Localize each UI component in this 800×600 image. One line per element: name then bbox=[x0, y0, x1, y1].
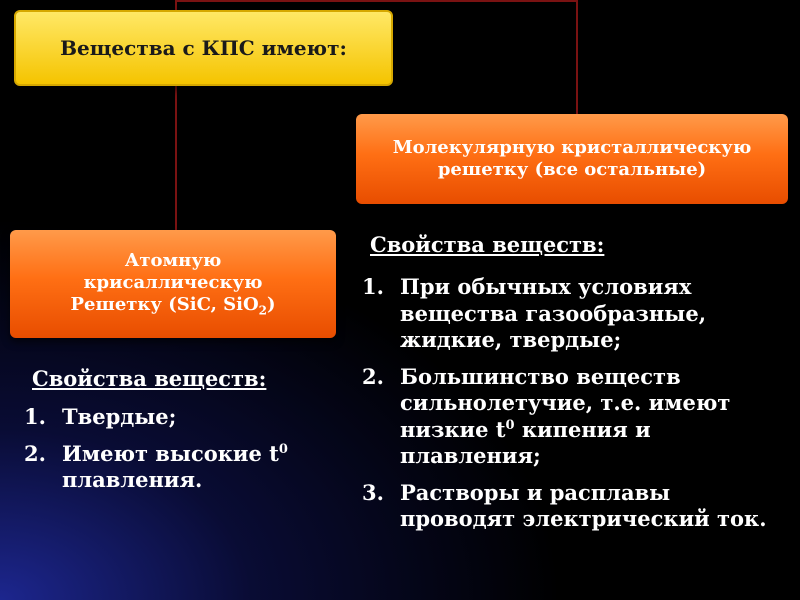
atomic-lattice-line2: крисаллическую bbox=[83, 272, 263, 293]
list-number: 1. bbox=[362, 274, 384, 300]
molecular-property-3 bbox=[362, 480, 792, 533]
molecular-lattice-box bbox=[356, 114, 788, 204]
molecular-property-1-line1: При обычных условиях bbox=[400, 274, 692, 300]
atomic-lattice-box bbox=[10, 230, 336, 338]
atomic-property-2-line2: плавления. bbox=[62, 467, 203, 493]
list-number: 2. bbox=[362, 363, 384, 389]
atomic-property-1-text: Твердые; bbox=[62, 404, 177, 430]
degree-superscript: 0 bbox=[278, 441, 288, 457]
molecular-property-3-line2: проводят электрический ток. bbox=[400, 506, 767, 532]
atomic-lattice-line3-prefix: Решетку (SiC, SiO bbox=[70, 293, 259, 315]
molecular-property-1 bbox=[362, 274, 792, 353]
atomic-property-2-text: Имеют высокие t bbox=[62, 440, 279, 466]
molecular-properties bbox=[362, 232, 792, 533]
molecular-lattice-line2: решетку (все остальные) bbox=[437, 159, 707, 180]
atomic-property-2-line1 bbox=[62, 441, 324, 467]
molecular-property-2-line3-pre: низкие t bbox=[400, 416, 506, 442]
molecular-property-2-line1: Большинство веществ bbox=[400, 363, 681, 389]
atomic-lattice-line3 bbox=[70, 294, 275, 318]
title-box bbox=[14, 10, 393, 86]
connector-top-horizontal bbox=[175, 0, 578, 2]
molecular-property-1-line3: жидкие, твердые; bbox=[400, 327, 622, 353]
molecular-property-1-line2: вещества газообразные, bbox=[400, 300, 707, 326]
molecular-property-2-line3-post: кипения и bbox=[514, 416, 651, 442]
connector-right-vertical bbox=[576, 0, 578, 116]
molecular-property-2-line3 bbox=[400, 417, 792, 443]
molecular-property-3-line1: Растворы и расплавы bbox=[400, 479, 671, 505]
atomic-lattice-line1: Атомную bbox=[124, 250, 222, 272]
list-number: 3. bbox=[362, 479, 384, 505]
atomic-properties bbox=[24, 366, 324, 494]
list-number: 2. bbox=[24, 440, 46, 466]
molecular-lattice-line1: Молекулярную кристаллическую bbox=[392, 137, 752, 159]
atomic-lattice-line3-suffix: ) bbox=[266, 293, 276, 315]
title-box-label: Вещества с КПС имеют: bbox=[60, 36, 347, 60]
molecular-properties-heading: Свойства веществ: bbox=[370, 232, 605, 257]
molecular-property-2-line4: плавления; bbox=[400, 443, 541, 469]
list-number: 1. bbox=[24, 404, 46, 430]
atomic-lattice-subscript: 2 bbox=[258, 303, 267, 318]
molecular-property-2 bbox=[362, 364, 792, 470]
molecular-property-2-line2: сильнолетучие, т.е. имеют bbox=[400, 390, 731, 416]
degree-superscript: 0 bbox=[505, 417, 515, 433]
atomic-property-1 bbox=[24, 404, 324, 430]
atomic-property-2 bbox=[24, 441, 324, 494]
atomic-properties-heading: Свойства веществ: bbox=[32, 366, 267, 391]
